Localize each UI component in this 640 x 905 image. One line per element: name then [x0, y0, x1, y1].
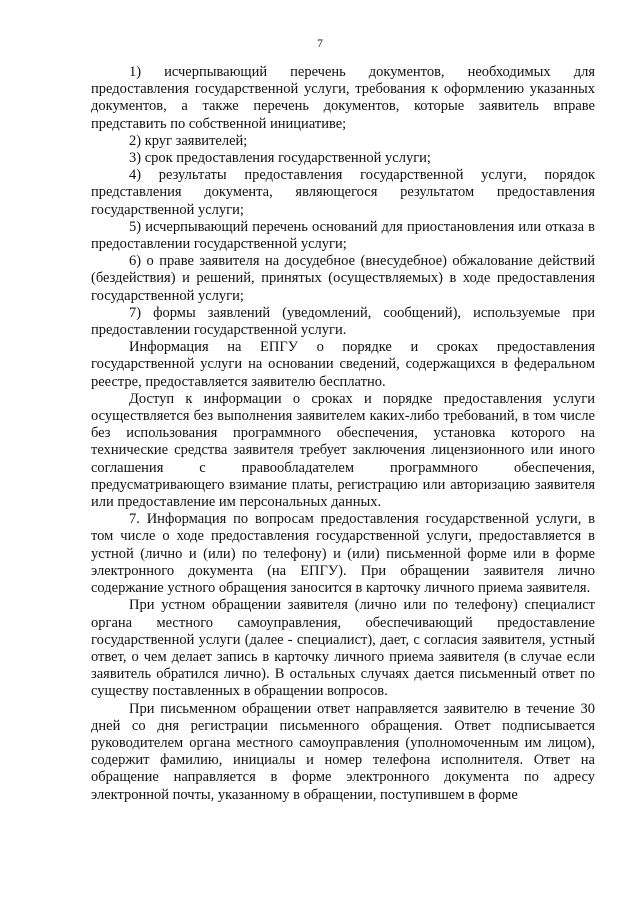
- list-item-applicants: 2) круг заявителей;: [129, 132, 248, 149]
- list-item-term: 3) срок предоставления государственной услуги;: [129, 150, 431, 167]
- page-number: 7: [317, 38, 323, 50]
- paragraph-access: Доступ к информации о сроках и порядке предоставления услуги осуществляется без выполнения заявителем каких-либо требований, в том числе без использования программного обеспечения, установка которого на технические средства заявителя требует заключения лицензионного или иного соглашения с правообладателем программного обеспечения, предусматривающего взимание платы, регистрацию или авторизацию заявителя или предоставление им персональных данных.: [91, 390, 595, 511]
- paragraph-epgu-info: Информация на ЕПГУ о порядке и сроках предоставления государственной услуги на основании сведений, содержащихся в федеральном реестре, предоставляется заявителю бесплатно.: [91, 339, 595, 390]
- paragraph-section-7: 7. Информация по вопросам предоставления государственной услуги, в том числе о ходе предоставления государственной услуги, предоставляется в устной (лично и (или) по телефону) и (или) письменной форме или в форме электронного документа (на ЕПГУ). При обращении заявителя лично содержание устного обращения заносится в карточку личного приема заявителя.: [91, 511, 595, 597]
- list-item-documents: 1) исчерпывающий перечень документов, необходимых для предоставления государственной услуги, требования к оформлению указанных документов, а также перечень документов, которые заявитель вправе представить по собственной инициативе;: [91, 64, 595, 132]
- list-item-results: 4) результаты предоставления государственной услуги, порядок представления документа, являющегося результатом предоставления государственной услуги;: [91, 167, 595, 218]
- document-body: [91, 64, 595, 804]
- paragraph-oral-request: При устном обращении заявителя (лично или по телефону) специалист органа местного самоуправления, обеспечивающий предоставление государственной услуги (далее - специалист), дает, с согласия заявителя, устный ответ, о чем делает запись в карточку личного приема заявителя (в случае если заявитель обратился лично). В остальных случаях дается письменный ответ по существу поставленных в обращении вопросов.: [91, 597, 595, 700]
- paragraph-written-request: При письменном обращении ответ направляется заявителю в течение 30 дней со дня регистрации письменного обращения. Ответ подписывается руководителем органа местного самоуправления (уполномоченным им лицом), содержит фамилию, инициалы и номер телефона исполнителя. Ответ на обращение направляется в форме электронного документа по адресу электронной почты, указанному в обращении, поступившем в форме: [91, 700, 595, 803]
- list-item-forms: 7) формы заявлений (уведомлений, сообщений), используемые при предоставлении государственной услуги.: [91, 304, 595, 339]
- list-item-appeal: 6) о праве заявителя на досудебное (внесудебное) обжалование действий (бездействия) и решений, принятых (осуществляемых) в ходе предоставления государственной услуги;: [91, 253, 595, 304]
- list-item-grounds: 5) исчерпывающий перечень оснований для приостановления или отказа в предоставлении государственной услуги;: [91, 218, 595, 253]
